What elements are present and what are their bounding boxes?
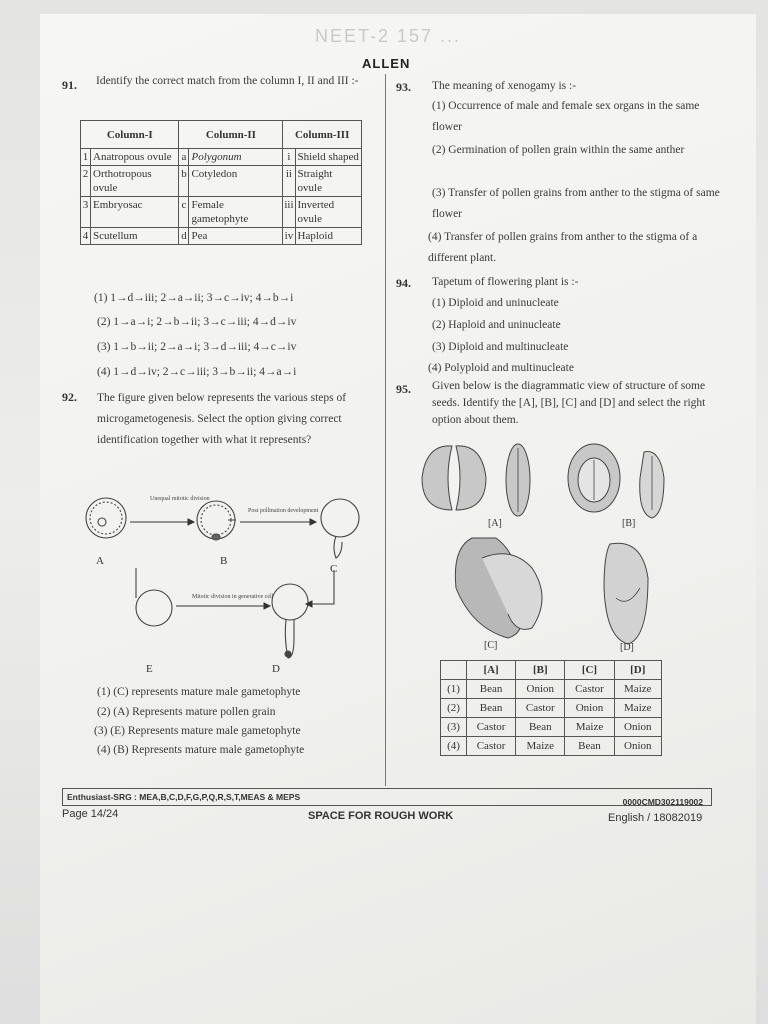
match-table [80, 120, 362, 245]
option-2: (2) 1→a→i; 2→b→ii; 3→c→iii; 4→d→iv [97, 316, 297, 328]
option-3: (3) Transfer of pollen grains from anther to the stigma of same flower [432, 187, 720, 220]
question-number: 95. [396, 382, 411, 396]
option-4: (4) Polyploid and multinucleate [428, 362, 574, 374]
table-cell: Castor [467, 737, 516, 756]
option-4: (4) Transfer of pollen grains from anther to the stigma of a different plant. [428, 231, 698, 264]
table-cell: Onion [516, 680, 565, 699]
figure-label: [A] [488, 518, 502, 529]
table-cell: b [179, 166, 189, 197]
option-1: (1) Diploid and uninucleate [432, 297, 559, 309]
option-1: (1) (C) represents mature male gametophyte [97, 686, 301, 698]
option-3: (3) 1→b→ii; 2→a→i; 3→d→iii; 4→c→iv [97, 341, 297, 353]
figure-label: [B] [622, 518, 636, 529]
table-cell: Castor [565, 680, 614, 699]
brand-logo: ALLEN [362, 56, 411, 71]
microgametogenesis-figure [80, 488, 370, 678]
table-cell: Maize [614, 699, 661, 718]
table-row [441, 699, 662, 718]
question-number: 91. [62, 78, 77, 92]
table-row [441, 718, 662, 737]
table-cell: Maize [565, 718, 614, 737]
table-cell: a [179, 149, 189, 166]
question-number: 94. [396, 276, 411, 290]
figure-label: [D] [620, 642, 634, 652]
table-cell: (4) [441, 737, 467, 756]
option-2: (2) Haploid and uninucleate [432, 319, 561, 331]
table-cell: Anatropous ovule [91, 149, 179, 166]
table-cell: Female gametophyte [189, 197, 283, 228]
arrow-label: Mitotic division in generative cell [192, 594, 274, 600]
rough-work-label: SPACE FOR ROUGH WORK [308, 810, 454, 822]
figure-label: C [330, 563, 338, 575]
table-header: Column-I [81, 121, 179, 149]
figure-label: E [146, 663, 153, 675]
option-1: (1) Occurrence of male and female sex organs in the same flower [432, 100, 700, 133]
table-header: [C] [565, 661, 614, 680]
table-header: [D] [614, 661, 661, 680]
table-cell: Polygonum [189, 149, 283, 166]
table-cell: iv [283, 228, 295, 245]
table-cell: Bean [565, 737, 614, 756]
table-cell: Onion [614, 718, 661, 737]
table-cell: Maize [614, 680, 661, 699]
table-cell: ii [283, 166, 295, 197]
footer-bar [62, 788, 712, 806]
table-row [441, 680, 662, 699]
table-cell: Onion [614, 737, 661, 756]
table-header [441, 661, 467, 680]
table-header: [A] [467, 661, 516, 680]
column-divider [385, 74, 386, 786]
table-cell: Straight ovule [295, 166, 361, 197]
question-number: 93. [396, 80, 411, 94]
handwritten-stamp: NEET-2 157 ... [315, 26, 462, 46]
table-cell: Castor [467, 718, 516, 737]
table-cell: Scutellum [91, 228, 179, 245]
table-cell: 2 [81, 166, 91, 197]
table-cell: Onion [565, 699, 614, 718]
table-cell: 3 [81, 197, 91, 228]
paper-code: 0000CMD302119002 [622, 797, 703, 807]
table-cell: Shield shaped [295, 149, 361, 166]
question-text: The figure given below represents the various steps of microgametogenesis. Select the option giving correct identification together with what it represents? [97, 392, 347, 446]
option-2: (2) (A) Represents mature pollen grain [97, 706, 276, 718]
table-row [81, 197, 362, 228]
option-4: (4) (B) Represents mature male gametophyte [97, 744, 305, 756]
table-cell: Bean [467, 680, 516, 699]
figure-label: B [220, 555, 228, 567]
table-cell: Inverted ovule [295, 197, 361, 228]
table-header: Column-III [283, 121, 362, 149]
seeds-table [440, 660, 662, 756]
page-number: Page 14/24 [62, 808, 119, 820]
table-header: Column-II [179, 121, 283, 149]
question-text: Tapetum of flowering plant is :- [432, 276, 579, 288]
table-cell: d [179, 228, 189, 245]
table-row [81, 166, 362, 197]
option-3: (3) (E) Represents mature male gametophyte [94, 725, 301, 737]
table-cell: Orthotropous ovule [91, 166, 179, 197]
table-cell: c [179, 197, 189, 228]
table-cell: Maize [516, 737, 565, 756]
arrow-label: Post pollination development [248, 508, 319, 514]
table-cell: (2) [441, 699, 467, 718]
table-cell: iii [283, 197, 295, 228]
table-cell: i [283, 149, 295, 166]
language-date: English / 18082019 [608, 812, 703, 824]
table-cell: 1 [81, 149, 91, 166]
table-header: [B] [516, 661, 565, 680]
option-3: (3) Diploid and multinucleate [432, 341, 569, 353]
table-row [81, 228, 362, 245]
question-text: Given below is the diagrammatic view of structure of some seeds. Identify the [A], [B], [C] and [D] and select the right option about them. [432, 380, 706, 426]
option-2: (2) Germination of pollen grain within the same anther [432, 144, 685, 156]
option-1: (1) 1→d→iii; 2→a→ii; 3→c→iv; 4→b→i [94, 292, 294, 304]
table-cell: (1) [441, 680, 467, 699]
table-cell: Pea [189, 228, 283, 245]
seed-structures-figure [412, 438, 702, 652]
table-cell: Cotyledon [189, 166, 283, 197]
figure-label: [C] [484, 640, 498, 651]
table-cell: Bean [467, 699, 516, 718]
question-text: Identify the correct match from the column I, II and III :- [96, 75, 359, 87]
table-row [441, 737, 662, 756]
figure-label: D [272, 663, 280, 675]
batch-info: Enthusiast-SRG : MEA,B,C,D,F,G,P,Q,R,S,T,MEAS & MEPS [67, 792, 301, 802]
figure-label: A [96, 555, 104, 567]
question-text: The meaning of xenogamy is :- [432, 80, 577, 92]
table-cell: 4 [81, 228, 91, 245]
table-cell: Haploid [295, 228, 361, 245]
table-cell: Castor [516, 699, 565, 718]
table-cell: Bean [516, 718, 565, 737]
question-number: 92. [62, 390, 77, 404]
option-4: (4) 1→d→iv; 2→c→iii; 3→b→ii; 4→a→i [97, 366, 297, 378]
table-cell: Embryosac [91, 197, 179, 228]
table-cell: (3) [441, 718, 467, 737]
table-row [81, 149, 362, 166]
arrow-label: Unequal mitotic division [150, 496, 210, 502]
